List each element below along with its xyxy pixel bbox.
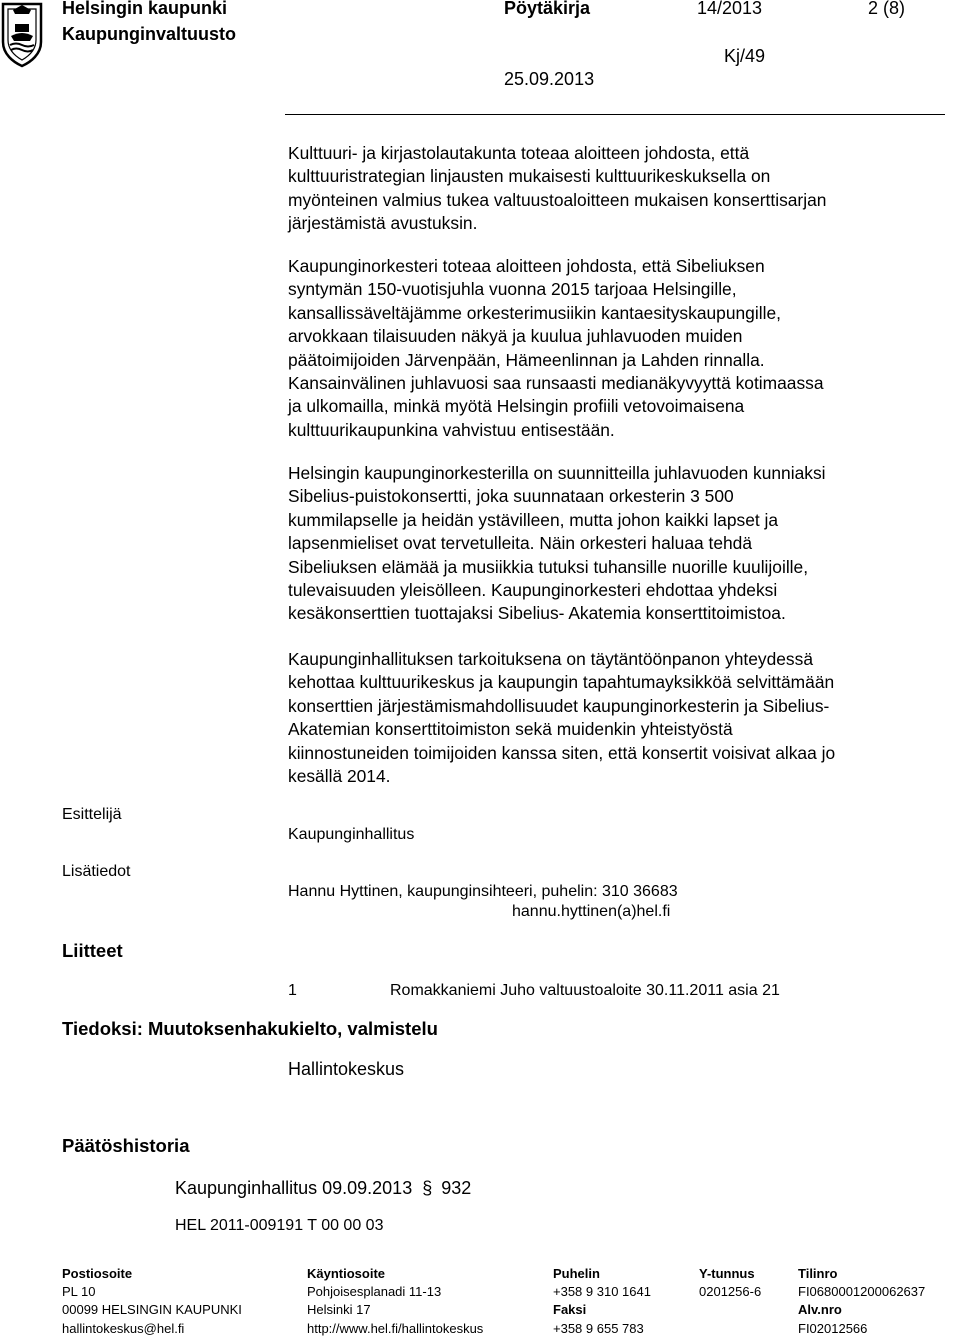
notice-label: Tiedoksi: Muutoksenhakukielto, valmistelu bbox=[62, 1018, 438, 1039]
history-heading: Päätöshistoria bbox=[62, 1135, 190, 1156]
footer-postal: Postiosoite PL 10 00099 HELSINGIN KAUPUNKI hallintokeskus@hel.fi bbox=[62, 1266, 242, 1336]
presenter-value: Kaupunginhallitus bbox=[288, 826, 415, 843]
doc-type: Pöytäkirja bbox=[504, 0, 591, 18]
contact-email: hannu.hyttinen(a)hel.fi bbox=[512, 903, 671, 920]
body-name: Kaupunginvaltuusto bbox=[62, 24, 236, 44]
issue-number: 14/2013 bbox=[697, 0, 763, 18]
presenter-label: Esittelijä bbox=[62, 806, 122, 823]
section-sign-icon: § bbox=[422, 1178, 433, 1198]
footer-phone: Puhelin +358 9 310 1641 Faksi +358 9 655 783 bbox=[553, 1266, 651, 1336]
contact-person: Hannu Hyttinen, kaupunginsihteeri, puhelin: 310 36683 bbox=[288, 883, 678, 900]
history-entry bbox=[175, 1178, 471, 1199]
history-reference: HEL 2011-009191 T 00 00 03 bbox=[175, 1217, 384, 1234]
header-divider bbox=[285, 114, 945, 115]
paragraph: Kulttuuri- ja kirjastolautakunta toteaa aloitteen johdosta, että kulttuuristrategian linjausten mukaisesti kulttuurikeskuksella on myönteinen valmius tukea valtuustoaloitteen mukaisen konserttisarjan järjestämistä avustuksin. bbox=[288, 143, 827, 234]
attachment-title: Romakkaniemi Juho valtuustoaloite 30.11.2011 asia 21 bbox=[390, 982, 780, 999]
helsinki-crest-icon bbox=[0, 0, 44, 68]
attachment-number: 1 bbox=[288, 982, 297, 999]
meeting-date: 25.09.2013 bbox=[504, 69, 595, 89]
paragraph: Kaupunginorkesteri toteaa aloitteen johdosta, että Sibeliuksen syntymän 150-vuotisjuhla vuonna 2015 tarjoaa Helsingille, kansallissäveltäjämme orkesterimusiikin kantaesityskaupungille, arvokkaan tilaisuuden näkyä ja kuulua juhlavuoden muiden päätoimijoiden Järvenpään, Hämeenlinnan ja Lahden rinnalla. Kansainvälinen juhlavuosi saa runsaasti medianäkyvyyttä kotimaassa ja ulkomailla, minkä myötä Helsingin profiili vetovoimaisena kulttuurikaupunkina vahvistuu entisestään. bbox=[288, 256, 824, 440]
notice-value: Hallintokeskus bbox=[288, 1059, 405, 1079]
paragraph: Kaupunginhallituksen tarkoituksena on täytäntöönpanon yhteydessä kehottaa kulttuurikeskus ja kaupungin tapahtumayksikköä selvittämään konserttien järjestämismahdollisuudet kaupunginorkesterin ja Sibelius- Akatemian konserttitoimiston sekä muidenkin yhteistyöstä kiinnostuneiden toimijoiden kanssa siten, että konsertit voisivat alkaa jo kesällä 2014. bbox=[288, 649, 836, 787]
history-entry-body: Kaupunginhallitus 09.09.2013 bbox=[175, 1178, 413, 1198]
footer-business-id: Y-tunnus 0201256-6 bbox=[699, 1266, 762, 1300]
page-number: 2 (8) bbox=[868, 0, 906, 18]
info-label: Lisätiedot bbox=[62, 863, 131, 880]
footer-account: Tilinro FI0680001200062637 Alv.nro FI02012566 bbox=[798, 1266, 926, 1336]
history-entry-number: 932 bbox=[441, 1178, 472, 1198]
paragraph: Helsingin kaupunginorkesterilla on suunnitteilla juhlavuoden kunniaksi Sibelius-puistokonsertti, joka suunnataan orkesterin 3 500 kummilapselle ja heidän ystävilleen, mutta johon kaikki lapset ja lapsenmieliset ovat tervetulleita. Näin orkesteri haluaa tehdä Sibeliuksen elämää ja musiikkia tutuksi tuhansille nuorille kuulijoille, tulevaisuuden yleisölleen. Kaupunginorkesteri ehdottaa yhdeksi kesäkonserttien tuottajaksi Sibelius- Akatemia konserttitoimistoa. bbox=[288, 463, 826, 624]
org-name: Helsingin kaupunki bbox=[62, 0, 228, 18]
case-reference: Kj/49 bbox=[724, 46, 766, 66]
attachments-label: Liitteet bbox=[62, 940, 123, 961]
footer-visiting: Käyntiosoite Pohjoisesplanadi 11-13 Helsinki 17 http://www.hel.fi/hallintokeskus bbox=[307, 1266, 484, 1336]
